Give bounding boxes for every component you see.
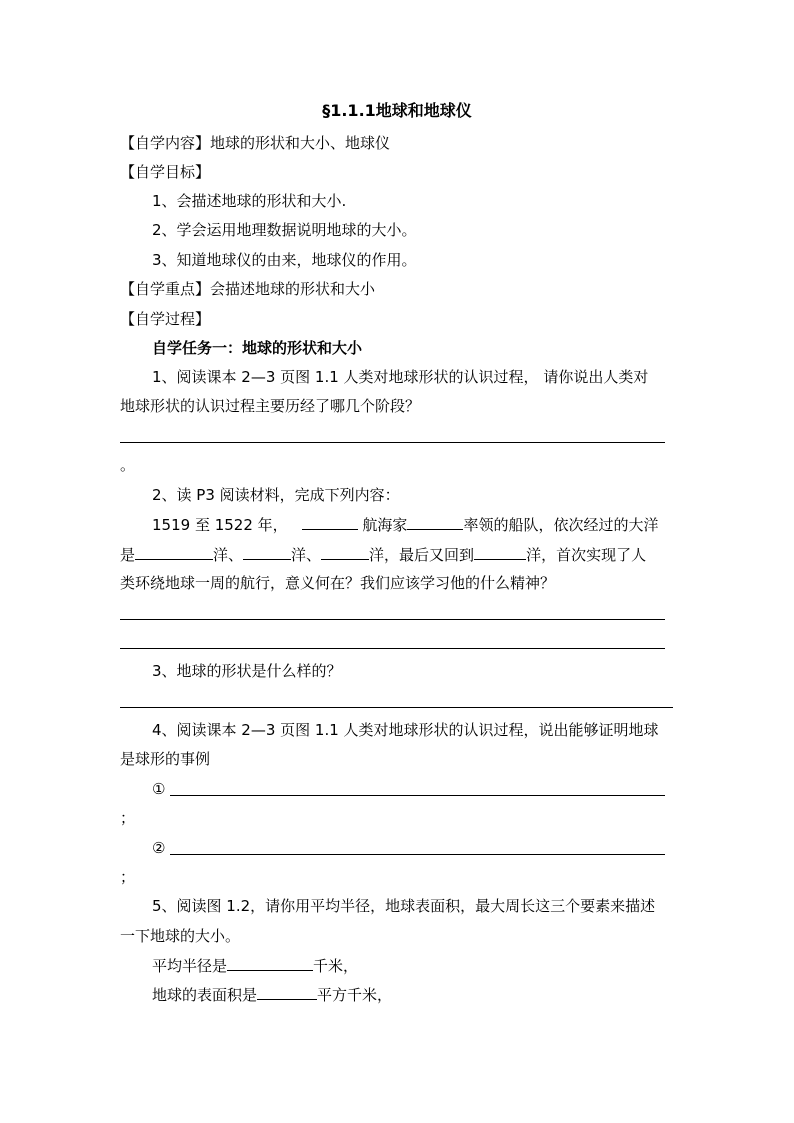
blank-area[interactable]	[257, 984, 317, 1000]
q2-answer-line-1[interactable]	[120, 619, 665, 620]
page-title: §1.1.1地球和地球仪	[322, 101, 472, 120]
content-line	[120, 133, 390, 153]
blank-radius[interactable]	[227, 955, 313, 971]
q2-text-fleet: 率领的船队，依次经过的大洋	[463, 516, 659, 534]
goal-item-2: 2、学会运用地理数据说明地球的大小。	[152, 221, 417, 239]
q4-semicolon-2: ；	[120, 868, 136, 886]
q4-marker-2: ②	[152, 839, 166, 857]
blank-ocean-3[interactable]	[321, 544, 369, 560]
q5-area-label: 地球的表面积是	[152, 986, 258, 1004]
q3-line1: 3、地球的形状是什么样的？	[152, 662, 342, 680]
q4-semicolon-1: ；	[120, 809, 136, 827]
blank-navigator[interactable]	[407, 514, 463, 530]
q2-line3	[120, 544, 646, 565]
content-text: 地球的形状和大小、地球仪	[210, 134, 391, 152]
focus-text: 会描述地球的形状和大小	[210, 280, 376, 298]
q1-line2: 地球形状的认识过程主要历经了哪几个阶段？	[120, 397, 421, 415]
q2-text-navigator: 航海家	[357, 516, 408, 534]
blank-ocean-1[interactable]	[135, 544, 213, 560]
q4-line2: 是球形的事例	[120, 750, 211, 768]
q5-line2: 一下地球的大小。	[120, 927, 241, 945]
q5-line1: 5、阅读图 1.2，请你用平均半径，地球表面积，最大周长这三个要素来描述	[152, 897, 656, 915]
q5-radius-label: 平均半径是	[152, 957, 228, 975]
q4-marker-1: ①	[152, 780, 166, 798]
blank-ocean-4[interactable]	[474, 544, 526, 560]
q5-radius-unit: 千米，	[313, 957, 359, 975]
q2-line1: 2、读 P3 阅读材料，完成下列内容：	[152, 486, 400, 504]
q2-answer-line-2[interactable]	[120, 648, 665, 649]
goal-item-1: 1、会描述地球的形状和大小.	[152, 192, 347, 210]
q4-answer-line-2[interactable]	[170, 854, 665, 855]
q2-text-ocean-1: 洋、	[213, 546, 244, 564]
q5-radius-line	[152, 955, 358, 976]
q5-area-line	[152, 984, 392, 1005]
process-label: 【自学过程】	[120, 310, 211, 328]
blank-ocean-2[interactable]	[243, 544, 291, 560]
focus-line	[120, 279, 375, 299]
goal-item-3: 3、知道地球仪的由来，地球仪的作用。	[152, 251, 417, 269]
q5-area-unit: 平方千米，	[317, 986, 393, 1004]
goals-label: 【自学目标】	[120, 163, 211, 181]
blank-country[interactable]	[302, 514, 358, 530]
q2-text-is: 是	[120, 546, 136, 564]
q2-text-ocean-4: 洋，首次实现了人	[526, 546, 647, 564]
q1-line1: 1、阅读课本 2—3 页图 1.1 人类对地球形状的认识过程， 请你说出人类对	[152, 368, 649, 386]
q2-text-ocean-2: 洋、	[291, 546, 322, 564]
q2-line4: 类环绕地球一周的航行，意义何在？我们应该学习他的什么精神？	[120, 574, 556, 592]
q4-answer-line-1[interactable]	[170, 795, 665, 796]
content-label: 【自学内容】	[120, 134, 211, 152]
q1-answer-line[interactable]	[120, 442, 665, 443]
q3-answer-line[interactable]	[120, 707, 673, 708]
q1-end-mark: 。	[120, 456, 136, 474]
q2-line2	[152, 514, 658, 535]
q2-text-years: 1519 至 1522 年，	[152, 516, 288, 534]
q4-line1: 4、阅读课本 2—3 页图 1.1 人类对地球形状的认识过程，说出能够证明地球	[152, 721, 659, 739]
q2-text-ocean-3: 洋，最后又回到	[369, 546, 475, 564]
task1-heading: 自学任务一：地球的形状和大小	[152, 339, 363, 357]
focus-label: 【自学重点】	[120, 280, 211, 298]
